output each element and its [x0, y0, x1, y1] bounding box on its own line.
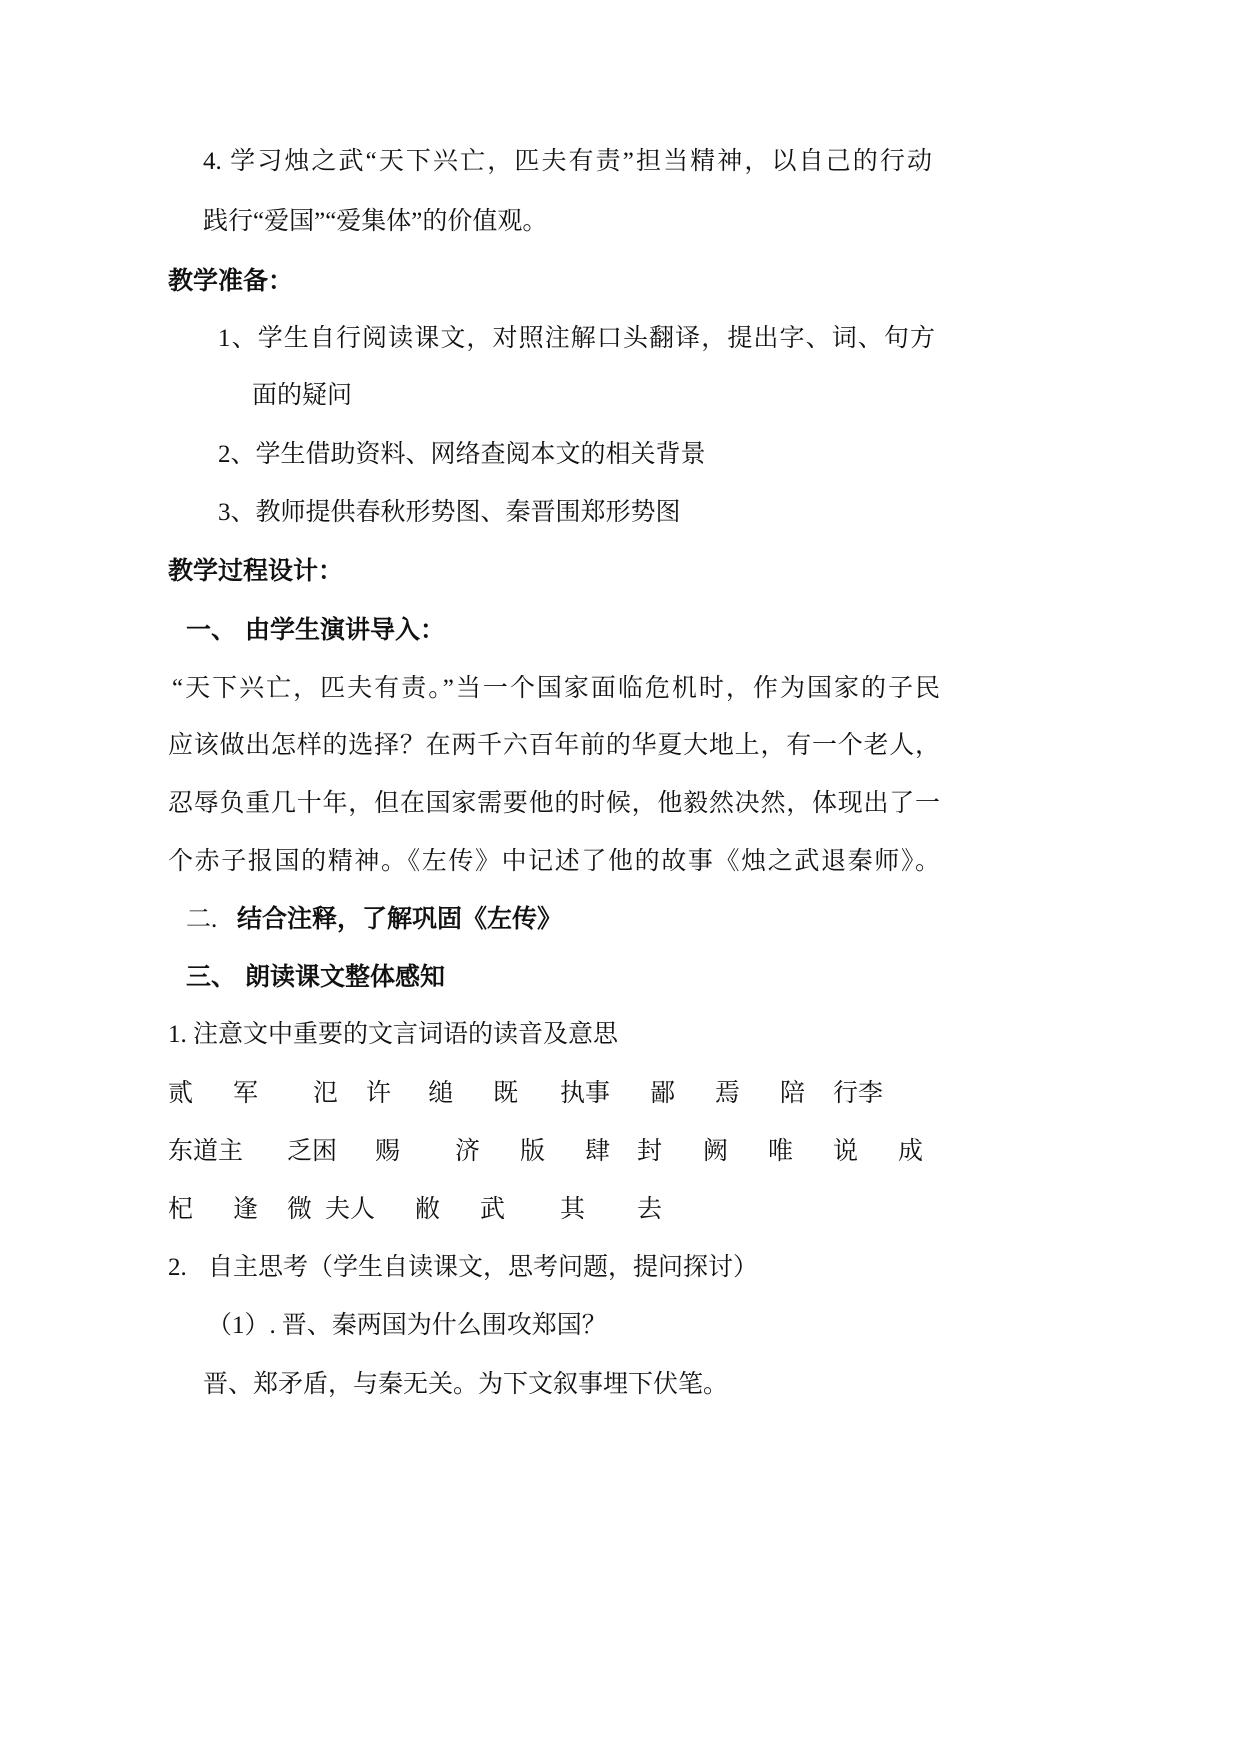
item-number: 2、: [218, 441, 256, 468]
section-number: 二.: [186, 906, 218, 933]
preparation-item-3: [218, 498, 681, 528]
section-number: 三、: [186, 964, 237, 991]
vocab-word: 杞: [168, 1196, 194, 1223]
section-2-heading: [186, 905, 686, 935]
vocab-word: 军: [233, 1080, 259, 1107]
section-title: 由学生演讲导入：: [245, 617, 446, 644]
vocab-word: 敝: [415, 1196, 441, 1223]
vocab-word: 封: [637, 1138, 663, 1165]
preparation-heading: 教学准备：: [168, 268, 294, 295]
step-text: 自主思考（学生自读课文，思考问题，提问探讨）: [208, 1254, 759, 1281]
item-number: 3、: [218, 499, 256, 526]
question-1-answer: 晋、郑矛盾，与秦无关。为下文叙事埋下伏笔。: [203, 1371, 729, 1398]
vocab-word: 阙: [703, 1138, 729, 1165]
vocab-word: 既: [493, 1080, 519, 1107]
objective-4-line-1: [203, 147, 932, 177]
item-text: 学生借助资料、网络查阅本文的相关背景: [255, 441, 706, 468]
vocab-word: 赐: [375, 1138, 401, 1165]
step-text: 注意文中重要的文言词语的读音及意思: [193, 1021, 619, 1048]
vocab-word: 唯: [768, 1138, 794, 1165]
vocabulary-row: [0, 1137, 1241, 1167]
vocabulary-row: [0, 1195, 1241, 1225]
vocab-word: 许: [366, 1080, 392, 1107]
section-number: 一、: [186, 617, 237, 644]
vocab-word: 逢: [233, 1196, 259, 1223]
question-label: （1）.: [207, 1312, 276, 1339]
process-heading: 教学过程设计：: [168, 558, 344, 585]
item-text: 学生自行阅读课文，对照注解口头翻译，提出字、词、句方: [257, 325, 935, 352]
question-1: [207, 1311, 607, 1341]
objective-text: 学习烛之武“天下兴亡，匹夫有责”担当精神，以自己的行动: [230, 148, 932, 175]
section-3-heading: [186, 963, 606, 993]
objective-number: 4.: [203, 148, 222, 175]
vocab-word: 夫人: [325, 1196, 376, 1223]
vocab-word: 焉: [715, 1080, 741, 1107]
section-1-heading: [186, 616, 606, 646]
vocab-word: 武: [480, 1196, 506, 1223]
preparation-item-1: [218, 324, 935, 354]
vocab-word: 去: [637, 1196, 663, 1223]
vocab-word: 微: [287, 1196, 313, 1223]
intro-paragraph-line: 忍辱负重几十年，但在国家需要他的时候，他毅然决然，体现出了一: [168, 790, 940, 817]
vocab-word: 贰: [168, 1080, 194, 1107]
section-title: 结合注释，了解巩固《左传》: [237, 906, 563, 933]
step-2: [168, 1253, 868, 1283]
vocab-word: 说: [833, 1138, 859, 1165]
section-title: 朗读课文整体感知: [245, 964, 446, 991]
vocab-word: 版: [520, 1138, 546, 1165]
vocab-word: 执事: [560, 1080, 611, 1107]
step-1: [168, 1020, 768, 1050]
intro-paragraph-line: “天下兴亡，匹夫有责。”当一个国家面临危机时，作为国家的子民: [172, 675, 940, 702]
step-number: 1.: [168, 1021, 187, 1048]
preparation-item-2: [218, 440, 706, 470]
preparation-item-1-continued: 面的疑问: [252, 382, 353, 409]
intro-paragraph-line: 应该做出怎样的选择？在两千六百年前的华夏大地上，有一个老人，: [168, 732, 940, 759]
vocab-word: 鄙: [650, 1080, 676, 1107]
vocab-word: 济: [455, 1138, 481, 1165]
vocabulary-row: [0, 1079, 1241, 1109]
vocab-word: 行李: [833, 1080, 884, 1107]
vocab-word: 陪: [780, 1080, 806, 1107]
item-number: 1、: [218, 325, 258, 352]
vocab-word: 成: [898, 1138, 924, 1165]
vocab-word: 氾: [313, 1080, 339, 1107]
step-number: 2.: [168, 1254, 187, 1281]
vocab-word: 其: [560, 1196, 586, 1223]
vocab-word: 东道主: [168, 1138, 244, 1165]
vocab-word: 缒: [428, 1080, 454, 1107]
item-text: 教师提供春秋形势图、秦晋围郑形势图: [255, 499, 681, 526]
vocab-word: 肆: [585, 1138, 611, 1165]
intro-paragraph-line: 个赤子报国的精神。《左传》中记述了他的故事《烛之武退秦师》。: [168, 848, 940, 875]
objective-4-line-2: 践行“爱国”“爱集体”的价值观。: [203, 208, 548, 235]
vocab-word: 乏困: [287, 1138, 338, 1165]
question-text: 晋、秦两国为什么围攻郑国？: [281, 1312, 607, 1339]
